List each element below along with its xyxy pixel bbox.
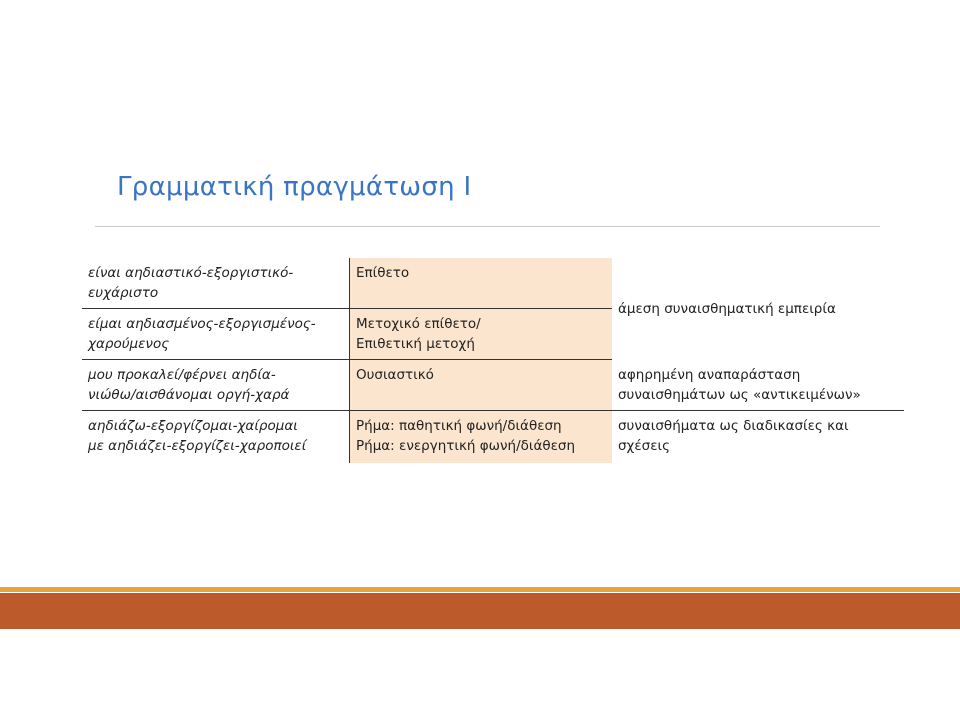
footer-band <box>0 593 960 629</box>
category-cell <box>350 360 613 411</box>
form-line: αηδιάζω-εξοργίζομαι-χαίρομαι <box>88 418 298 434</box>
category-line: Ουσιαστικό <box>356 367 434 383</box>
table-row <box>82 411 904 464</box>
category-line: Επιθετική μετοχή <box>356 336 475 352</box>
meaning-cell <box>612 360 904 411</box>
meaning-line: άμεση συναισθηματική εμπειρία <box>618 300 836 317</box>
title-divider <box>95 226 880 227</box>
footer-accent-bar <box>0 587 960 592</box>
meaning-line: σχέσεις <box>618 438 670 454</box>
slide-title: Γραμματική πραγμάτωση Ι <box>117 172 472 202</box>
category-line: Ρήμα: ενεργητική φωνή/διάθεση <box>356 438 576 454</box>
form-line: είναι αηδιαστικό-εξοργιστικό- <box>88 265 294 281</box>
form-cell <box>82 309 350 360</box>
meaning-cell <box>612 411 904 464</box>
table-row <box>82 258 904 309</box>
form-line: νιώθω/αισθάνομαι οργή-χαρά <box>88 387 290 403</box>
form-line: είμαι αηδιασμένος-εξοργισμένος- <box>88 316 316 332</box>
category-cell <box>350 309 613 360</box>
form-cell <box>82 258 350 309</box>
meaning-line: αφηρημένη αναπαράσταση <box>618 366 801 383</box>
form-line: με αηδιάζει-εξοργίζει-χαροποιεί <box>88 438 307 454</box>
form-line: χαρούμενος <box>88 336 170 352</box>
category-line: Επίθετο <box>356 265 410 281</box>
category-cell <box>350 258 613 309</box>
form-line: μου προκαλεί/φέρνει αηδία- <box>88 367 276 383</box>
category-line: Μετοχικό επίθετο/ <box>356 316 481 332</box>
table-row <box>82 360 904 411</box>
form-cell <box>82 411 350 464</box>
meaning-cell <box>612 258 904 360</box>
category-line: Ρήμα: παθητική φωνή/διάθεση <box>356 418 562 434</box>
meaning-line: συναισθημάτων ως «αντικειμένων» <box>618 386 861 403</box>
category-cell <box>350 411 613 464</box>
form-line: ευχάριστο <box>88 285 159 301</box>
meaning-line: συναισθήματα ως διαδικασίες και <box>618 418 849 434</box>
grammar-table <box>82 258 904 463</box>
form-cell <box>82 360 350 411</box>
